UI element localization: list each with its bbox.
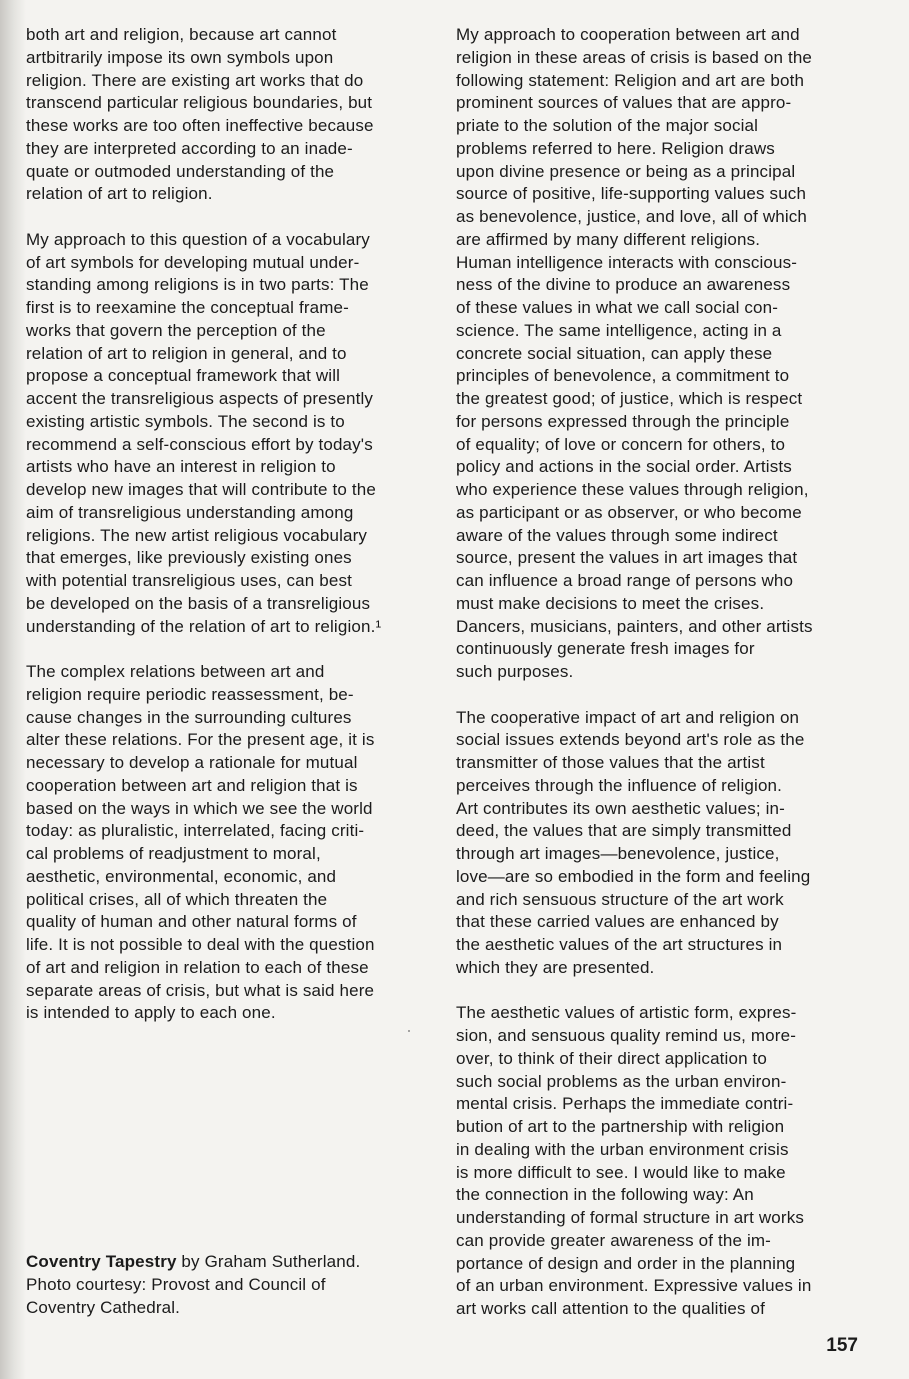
right-paragraph-2: The cooperative impact of art and religion on social issues extends beyond art's role as the transmitter of those values that the artist perceives through the influence of religion. Art contributes its own aesthetic values; in- deed, the values that are simply transmitted through art images—benevolence, justice, love—are so embodied in the form and feeling and rich sensuous structure of the art work that these carried values are enhanced by the aesthetic values of the art structures in which they are presented.	[456, 707, 811, 977]
page-number: 157	[826, 1335, 858, 1356]
left-paragraph-3: The complex relations between art and religion require periodic reassessment, be- cause changes in the surrounding cultures alter these relations. For the present age, it is necessary to develop a rationale for mutual cooperation between art and religion that is based on the ways in which we see the world today: as pluralistic, interrelated, facing criti- cal problems of readjustment to moral, aesthetic, environmental, economic, and political crises, all of which threaten the quality of human and other natural forms of life. It is not possible to deal with the question of art and religion in relation to each of these separate areas of crisis, but what is said here is intended to apply to each one.	[26, 662, 375, 1023]
figure-caption	[26, 1251, 426, 1319]
right-paragraph-3: The aesthetic values of artistic form, expres- sion, and sensuous quality remind us, more- over, to think of their direct application to such social problems as the urban environ- mental crisis. Perhaps the immediate contri- bution of art to the partnership with religion in dealing with the urban environment crisis is more difficult to see. I would like to make the connection in the following way: An understanding of formal structure in art works can provide greater awareness of the im- portance of design and order in the planning of an urban environment. Expressive values in art works call attention to the qualities of	[456, 1003, 812, 1318]
right-paragraph-1: My approach to cooperation between art and religion in these areas of crisis is based on the following statement: Religion and art are both prominent sources of values that are appro- priate to the solution of the major social problems referred to here. Religion draws upon divine presence or being as a principal source of positive, life-supporting values such as benevolence, justice, and love, all of which are affirmed by many different religions. Human intelligence interacts with conscious- ness of the divine to produce an awareness of these values in what we call social con- science. The same intelligence, acting in a concrete social situation, can apply these principles of benevolence, a commitment to the greatest good; of justice, which is respect for persons expressed through the principle of equality; of love or concern for others, to policy and actions in the social order. Artists who experience these values through religion, as participant or as observer, or who become aware of the values through some indirect source, present the values in art images that can influence a broad range of persons who must make decisions to meet the crises. Dancers, musicians, painters, and other artists continuously generate fresh images for such purposes.	[456, 25, 813, 681]
right-column	[456, 24, 866, 1344]
binding-shadow	[0, 0, 26, 1379]
caption-text: by Graham Sutherland. Photo courtesy: Provost and Council of Coventry Cathedral.	[26, 1252, 361, 1317]
left-paragraph-1: both art and religion, because art cannot artbitrarily impose its own symbols upon religion. There are existing art works that do transcend particular religious boundaries, but these works are too often ineffective because they are interpreted according to an inade- quate or outmoded understanding of the relation of art to religion.	[26, 25, 374, 204]
caption-title: Coventry Tapestry	[26, 1252, 177, 1271]
left-column	[26, 24, 436, 1048]
print-speck	[408, 1030, 410, 1032]
left-paragraph-2: My approach to this question of a vocabulary of art symbols for developing mutual under- standing among religions is in two parts: The first is to reexamine the conceptual frame- works that govern the perception of the relation of art to religion in general, and to propose a conceptual framework that will accent the transreligious aspects of presently existing artistic symbols. The second is to recommend a self-conscious effort by today's artists who have an interest in religion to develop new images that will contribute to the aim of transreligious understanding among religions. The new artist religious vocabulary that emerges, like previously existing ones with potential transreligious uses, can best be developed on the basis of a transreligious understanding of the relation of art to religion.¹	[26, 229, 382, 636]
